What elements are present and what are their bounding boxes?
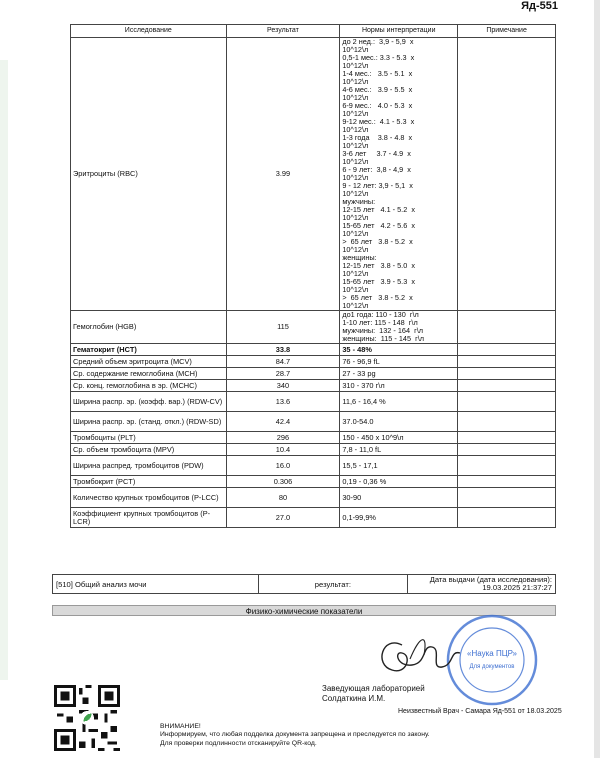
- test-result: 296: [226, 432, 340, 444]
- verification-line: Неизвестный Врач - Самара Яд-551 от 18.03.2025: [398, 708, 562, 715]
- urine-result-label: результат:: [258, 575, 408, 594]
- test-result: 340: [226, 380, 340, 392]
- test-name: Тромбокрит (PCT): [71, 476, 227, 488]
- test-norm: 27 - 33 pg: [340, 368, 458, 380]
- results-table: [70, 24, 556, 528]
- test-norm: 11,6 - 16,4 %: [340, 392, 458, 412]
- test-norm: 0,1-99,9%: [340, 508, 458, 528]
- test-result: 3.99: [226, 38, 340, 311]
- test-result: 16.0: [226, 456, 340, 476]
- test-note: [458, 508, 556, 528]
- test-note: [458, 432, 556, 444]
- test-note: [458, 392, 556, 412]
- test-note: [458, 476, 556, 488]
- warning-line-2: Для проверки подлинности отсканируйте QR-код.: [160, 739, 317, 747]
- test-result: 80: [226, 488, 340, 508]
- urine-analysis-row: [52, 574, 556, 594]
- table-row: [71, 508, 556, 528]
- test-name: Количество крупных тромбоцитов (P-LCC): [71, 488, 227, 508]
- test-name: Коэффициент крупных тромбоцитов (P-LCR): [71, 508, 227, 528]
- test-norm: 37.0-54.0: [340, 412, 458, 432]
- test-result: 84.7: [226, 356, 340, 368]
- test-norm: 76 - 96,9 fL: [340, 356, 458, 368]
- test-result: 28.7: [226, 368, 340, 380]
- table-row: [71, 368, 556, 380]
- test-name: Эритроциты (RBC): [71, 38, 227, 311]
- lab-head-title: Заведующая лабораторией: [322, 684, 425, 693]
- left-margin: [0, 0, 28, 758]
- test-result: 115: [226, 311, 340, 344]
- warning-line-1: Информируем, что любая подделка документа запрещена и преследуется по закону.: [160, 731, 430, 739]
- test-name: Ср. содержание гемоглобина (MCH): [71, 368, 227, 380]
- table-row: [71, 432, 556, 444]
- table-row: [71, 356, 556, 368]
- table-header-row: [71, 25, 556, 38]
- test-note: [458, 412, 556, 432]
- lab-head-block: [322, 684, 425, 704]
- table-row: [71, 456, 556, 476]
- table-row: [71, 476, 556, 488]
- right-scroll-edge: [594, 0, 600, 758]
- issue-date-label: Дата выдачи (дата исследования):: [429, 575, 552, 584]
- table-row: [71, 488, 556, 508]
- col-header-result: Результат: [226, 25, 340, 38]
- test-name: Средний объем эритроцита (MCV): [71, 356, 227, 368]
- test-norm: 30-90: [340, 488, 458, 508]
- table-row: [71, 444, 556, 456]
- table-row-rbc: [71, 38, 556, 311]
- test-norm: до1 года: 110 - 130 г\л 1-10 лет: 115 - 148 г\л мужчины: 132 - 164 г\л женщины: 115 - 145 г\л: [340, 311, 458, 344]
- col-header-note: Примечание: [458, 25, 556, 38]
- test-name: Ср. объем тромбоцита (MPV): [71, 444, 227, 456]
- test-note: [458, 380, 556, 392]
- test-result: 13.6: [226, 392, 340, 412]
- table-row: [71, 412, 556, 432]
- test-result: 42.4: [226, 412, 340, 432]
- test-name: Ширина распр. эр. (станд. откл.) (RDW-SD): [71, 412, 227, 432]
- test-norm: 310 - 370 г\л: [340, 380, 458, 392]
- col-header-norms: Нормы интерпретации: [340, 25, 458, 38]
- test-note: [458, 344, 556, 356]
- test-note: [458, 38, 556, 311]
- signature-image: [372, 625, 462, 680]
- test-note: [458, 356, 556, 368]
- test-name: Тромбоциты (PLT): [71, 432, 227, 444]
- test-name: Ширина распр. эр. (коэфф. вар.) (RDW-CV): [71, 392, 227, 412]
- test-name: Ср. конц. гемоглобина в эр. (MCHC): [71, 380, 227, 392]
- issue-date-cell: [408, 575, 556, 594]
- test-name: Гематокрит (HCT): [71, 344, 227, 356]
- warning-block: [160, 723, 430, 748]
- col-header-test: Исследование: [71, 25, 227, 38]
- warning-title: ВНИМАНИЕ!: [160, 723, 201, 730]
- stamp-sub-text: Для документов: [469, 664, 515, 670]
- test-norm: до 2 нед.: 3,9 - 5,9 x 10^12\л 0,5-1 мес.: 3.3 - 5.3 x 10^12\л 1-4 мес.: 3.5 - 5.1 x 10^12\л 4-6 мес.: 3.9 - 5.5 x 10^12\л 6-9 мес.: 4.0 - 5.3 x 10^12\л 9-12 мес.: 4.1 - 5.3 x 10^12\л 1-3 года 3.8 - 4.8 x 10^12\л 3-6 лет 3.7 - 4.9 x 10^12\л 6 - 9 лет: 3,8 - 4,9 x 10^12\л 9 - 12 лет: 3,9 - 5,1 x 10^12\л мужчины: 12-15 лет 4.1 - 5.2 x 10^12\л 15-65 лет 4.2 - 5.6 x 10^12\л > 65 лет 3.8 - 5.2 x 10^12\л женщины: 12-15 лет 3.8 - 5.0 x 10^12\л 15-65 лет 3.9 - 5.3 x 10^12\л > 65 лет 3.8 - 5.2 x 10^12\л: [340, 38, 458, 311]
- urine-test-name: [510] Общий анализ мочи: [53, 575, 259, 594]
- table-row: [71, 344, 556, 356]
- test-norm: 15,5 - 17,1: [340, 456, 458, 476]
- test-name: Гемоглобин (HGB): [71, 311, 227, 344]
- test-result: 0.306: [226, 476, 340, 488]
- section-header: Физико-химические показатели: [52, 605, 556, 616]
- test-note: [458, 488, 556, 508]
- test-note: [458, 456, 556, 476]
- table-row: [71, 392, 556, 412]
- lab-head-name: Солдаткина И.М.: [322, 694, 386, 703]
- qr-code[interactable]: [54, 685, 120, 751]
- test-note: [458, 311, 556, 344]
- test-norm: 0,19 - 0,36 %: [340, 476, 458, 488]
- issue-date-value: 19.03.2025 21:37:27: [482, 583, 552, 592]
- table-row-hgb: [71, 311, 556, 344]
- test-result: 27.0: [226, 508, 340, 528]
- test-norm: 7,8 - 11,0 fL: [340, 444, 458, 456]
- test-name: Ширина распред. тромбоцитов (PDW): [71, 456, 227, 476]
- stamp-center-text: «Наука ПЦР»: [467, 649, 517, 658]
- document-id: Яд-551: [521, 0, 558, 12]
- test-result: 10.4: [226, 444, 340, 456]
- table-row: [71, 380, 556, 392]
- test-norm: 35 - 48%: [340, 344, 458, 356]
- test-note: [458, 368, 556, 380]
- test-result: 33.8: [226, 344, 340, 356]
- test-norm: 150 - 450 x 10^9\л: [340, 432, 458, 444]
- test-note: [458, 444, 556, 456]
